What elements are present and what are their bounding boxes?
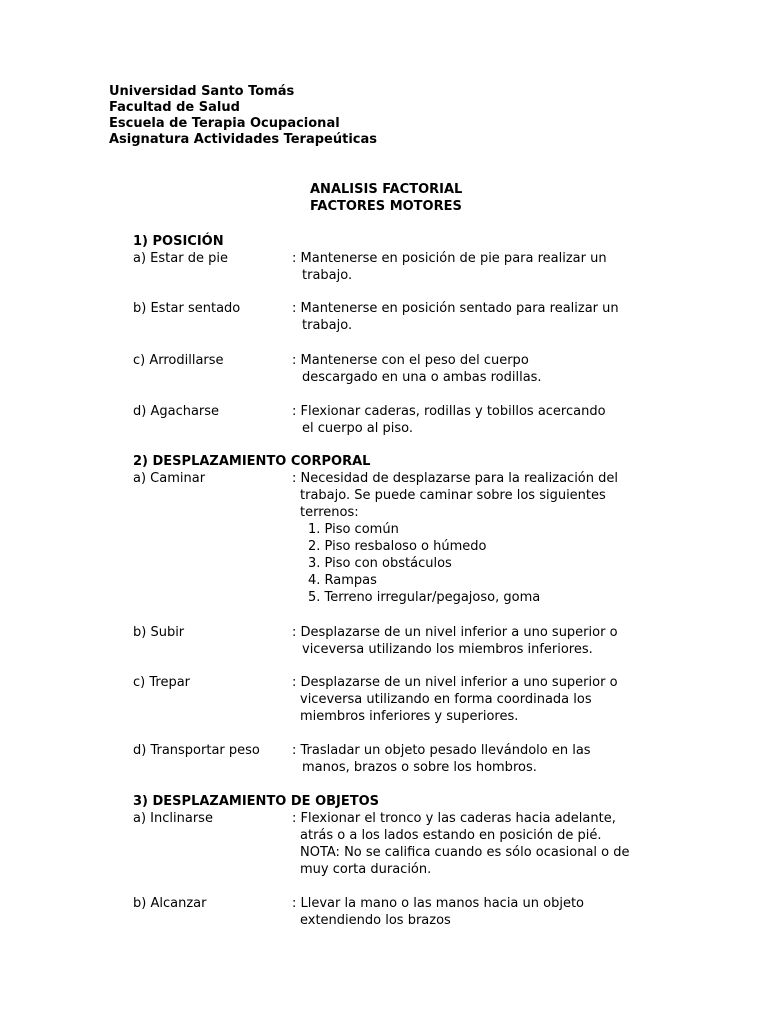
def-line: miembros inferiores y superiores. xyxy=(300,709,519,724)
university-name: Universidad Santo Tomás xyxy=(109,84,295,99)
term-caminar: a) Caminar xyxy=(133,471,206,486)
terrain-list-item: 5. Terreno irregular/pegajoso, goma xyxy=(308,590,541,605)
terrain-list-item: 2. Piso resbaloso o húmedo xyxy=(308,539,487,554)
section-heading-desplazamiento-objetos: 3) DESPLAZAMIENTO DE OBJETOS xyxy=(133,794,380,809)
term-arrodillarse: c) Arrodillarse xyxy=(133,353,224,368)
term-alcanzar: b) Alcanzar xyxy=(133,896,207,911)
def-line: atrás o a los lados estando en posición de pié. xyxy=(300,828,602,843)
def-line: viceversa utilizando en forma coordinada los xyxy=(300,692,592,707)
def-trepar xyxy=(292,674,662,725)
def-line: : Desplazarse de un nivel inferior a uno superior o xyxy=(292,625,618,640)
faculty-name: Facultad de Salud xyxy=(109,100,240,115)
def-line: terrenos: xyxy=(300,505,359,520)
def-line: : Flexionar caderas, rodillas y tobillos acercando xyxy=(292,404,606,419)
term-estar-sentado: b) Estar sentado xyxy=(133,301,241,316)
def-arrodillarse xyxy=(292,352,662,386)
def-line: NOTA: No se califica cuando es sólo ocasional o de xyxy=(300,845,630,860)
document-title xyxy=(310,181,462,215)
def-caminar xyxy=(292,470,662,606)
def-subir xyxy=(292,624,662,658)
term-inclinarse: a) Inclinarse xyxy=(133,811,213,826)
def-estar-de-pie xyxy=(292,250,662,284)
def-estar-sentado xyxy=(292,300,662,334)
term-agacharse: d) Agacharse xyxy=(133,404,220,419)
term-transportar-peso: d) Transportar peso xyxy=(133,743,260,758)
def-line: : Mantenerse en posición sentado para realizar un xyxy=(292,301,619,316)
def-line: muy corta duración. xyxy=(300,862,432,877)
title-line-1: ANALISIS FACTORIAL xyxy=(310,182,463,197)
terrain-list-item: 1. Piso común xyxy=(308,522,399,537)
def-line: extendiendo los brazos xyxy=(300,913,451,928)
def-line: : Desplazarse de un nivel inferior a uno superior o xyxy=(292,675,618,690)
def-inclinarse xyxy=(292,810,662,878)
def-line: trabajo. xyxy=(302,268,353,283)
document-header xyxy=(109,84,377,148)
term-estar-de-pie: a) Estar de pie xyxy=(133,251,228,266)
def-line: descargado en una o ambas rodillas. xyxy=(302,370,542,385)
def-agacharse xyxy=(292,403,662,437)
def-transportar-peso xyxy=(292,742,662,776)
school-name: Escuela de Terapia Ocupacional xyxy=(109,116,340,131)
def-line: viceversa utilizando los miembros inferiores. xyxy=(302,642,593,657)
section-heading-desplazamiento-corporal: 2) DESPLAZAMIENTO CORPORAL xyxy=(133,454,371,469)
def-line: trabajo. xyxy=(302,318,353,333)
title-line-2: FACTORES MOTORES xyxy=(310,199,462,214)
term-trepar: c) Trepar xyxy=(133,675,191,690)
def-line: el cuerpo al piso. xyxy=(302,421,414,436)
term-subir: b) Subir xyxy=(133,625,185,640)
subject-name: Asignatura Actividades Terapeúticas xyxy=(109,132,378,147)
def-line: : Mantenerse con el peso del cuerpo xyxy=(292,353,529,368)
def-line: : Llevar la mano o las manos hacia un objeto xyxy=(292,896,585,911)
def-line: manos, brazos o sobre los hombros. xyxy=(302,760,537,775)
def-line: : Trasladar un objeto pesado llevándolo en las xyxy=(292,743,591,758)
section-heading-posicion: 1) POSICIÓN xyxy=(133,234,224,249)
def-line: : Flexionar el tronco y las caderas hacia adelante, xyxy=(292,811,616,826)
def-alcanzar xyxy=(292,895,662,929)
def-line: : Necesidad de desplazarse para la realización del xyxy=(292,471,618,486)
terrain-list-item: 4. Rampas xyxy=(308,573,377,588)
def-line: trabajo. Se puede caminar sobre los siguientes xyxy=(300,488,606,503)
def-line: : Mantenerse en posición de pie para realizar un xyxy=(292,251,607,266)
terrain-list-item: 3. Piso con obstáculos xyxy=(308,556,452,571)
